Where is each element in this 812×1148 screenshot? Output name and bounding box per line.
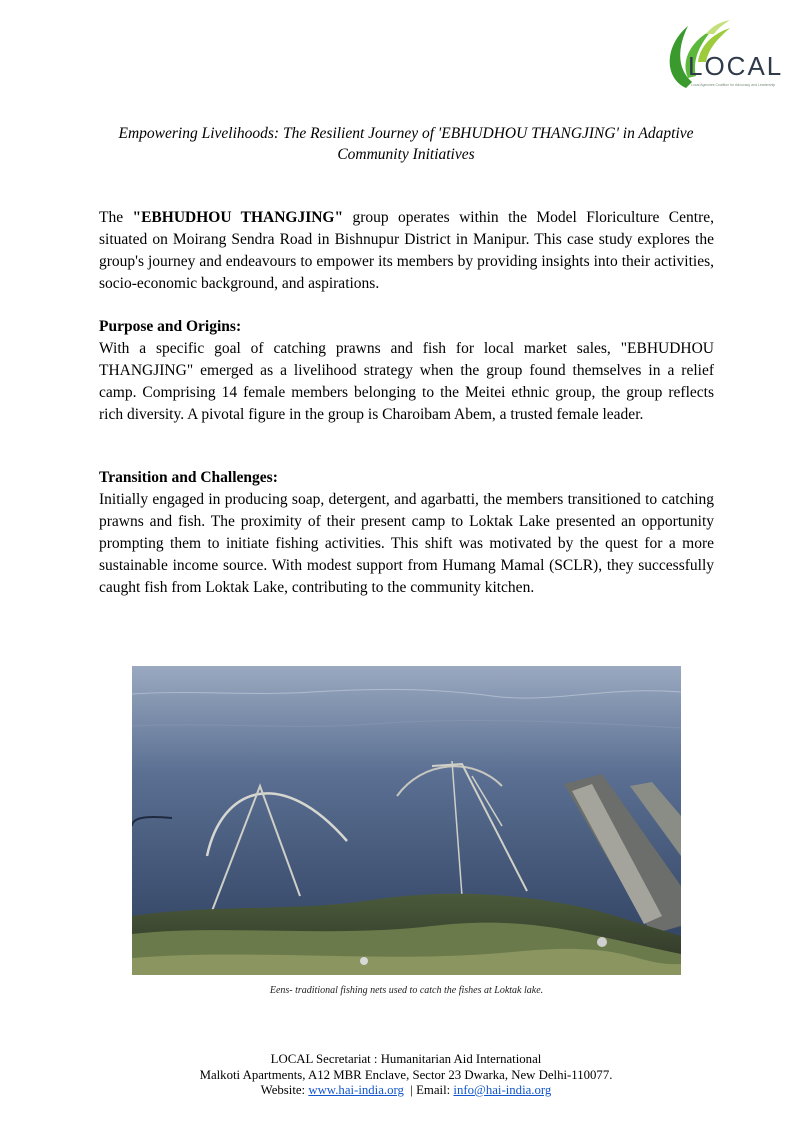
group-name: "EBHUDHOU THANGJING" (132, 209, 344, 226)
title-line-1: Empowering Livelihoods: The Resilient Journey of 'EBHUDHOU THANGJING' in Adaptive (118, 125, 694, 142)
local-logo (658, 16, 788, 92)
footer (100, 1052, 712, 1099)
intro-paragraph (99, 207, 714, 295)
intro-text: group operates within the Model Floriculture Centre, situated on Moirang Sendra Road in Bishnupur District in Manipur. This case study explores the group's journey and endeavours to empower its members by providing insights into their activities, socio-economic background, and aspirations. (99, 209, 714, 292)
intro-prefix: The (99, 209, 133, 226)
footer-line-2: Malkoti Apartments, A12 MBR Enclave, Sector 23 Dwarka, New Delhi-110077. (199, 1067, 613, 1082)
website-link[interactable]: www.hai-india.org (308, 1083, 404, 1097)
title-line-2: Community Initiatives (337, 146, 475, 163)
fishing-nets-photo (132, 666, 681, 975)
purpose-heading: Purpose and Origins: (99, 318, 242, 335)
logo-wordmark: LOCAL (688, 51, 784, 81)
website-label: Website: (260, 1083, 309, 1097)
email-separator: | Email: (403, 1083, 454, 1097)
page-title (95, 123, 717, 165)
transition-paragraph: Initially engaged in producing soap, detergent, and agarbatti, the members transitioned to catching prawns and fish. The proximity of their present camp to Loktak Lake presented an opportunity prompting them to initiate fishing activities. This shift was motivated by the quest for a more sustainable income source. With modest support from Humang Mamal (SCLR), they successfully caught fish from Loktak Lake, contributing to the community kitchen. (99, 491, 714, 596)
lake-scene-image (132, 666, 681, 975)
footer-line-3 (100, 1083, 712, 1099)
purpose-paragraph: With a specific goal of catching prawns and fish for local market sales, "EBHUDHOU THANGJING" emerged as a livelihood strategy when the group found themselves in a relief camp. Comprising 14 female members belonging to the Meitei ethnic group, the group reflects rich diversity. A pivotal figure in the group is Charoibam Abem, a trusted female leader. (99, 340, 714, 423)
transition-heading: Transition and Challenges: (99, 469, 278, 486)
logo-tagline: Local Agencies Coalition for Advocacy and Leadership (691, 83, 776, 87)
footer-line-1: LOCAL Secretariat : Humanitarian Aid International (270, 1052, 542, 1066)
photo-caption: Eens- traditional fishing nets used to catch the fishes at Loktak lake. (269, 985, 544, 996)
email-link[interactable]: info@hai-india.org (453, 1083, 552, 1097)
